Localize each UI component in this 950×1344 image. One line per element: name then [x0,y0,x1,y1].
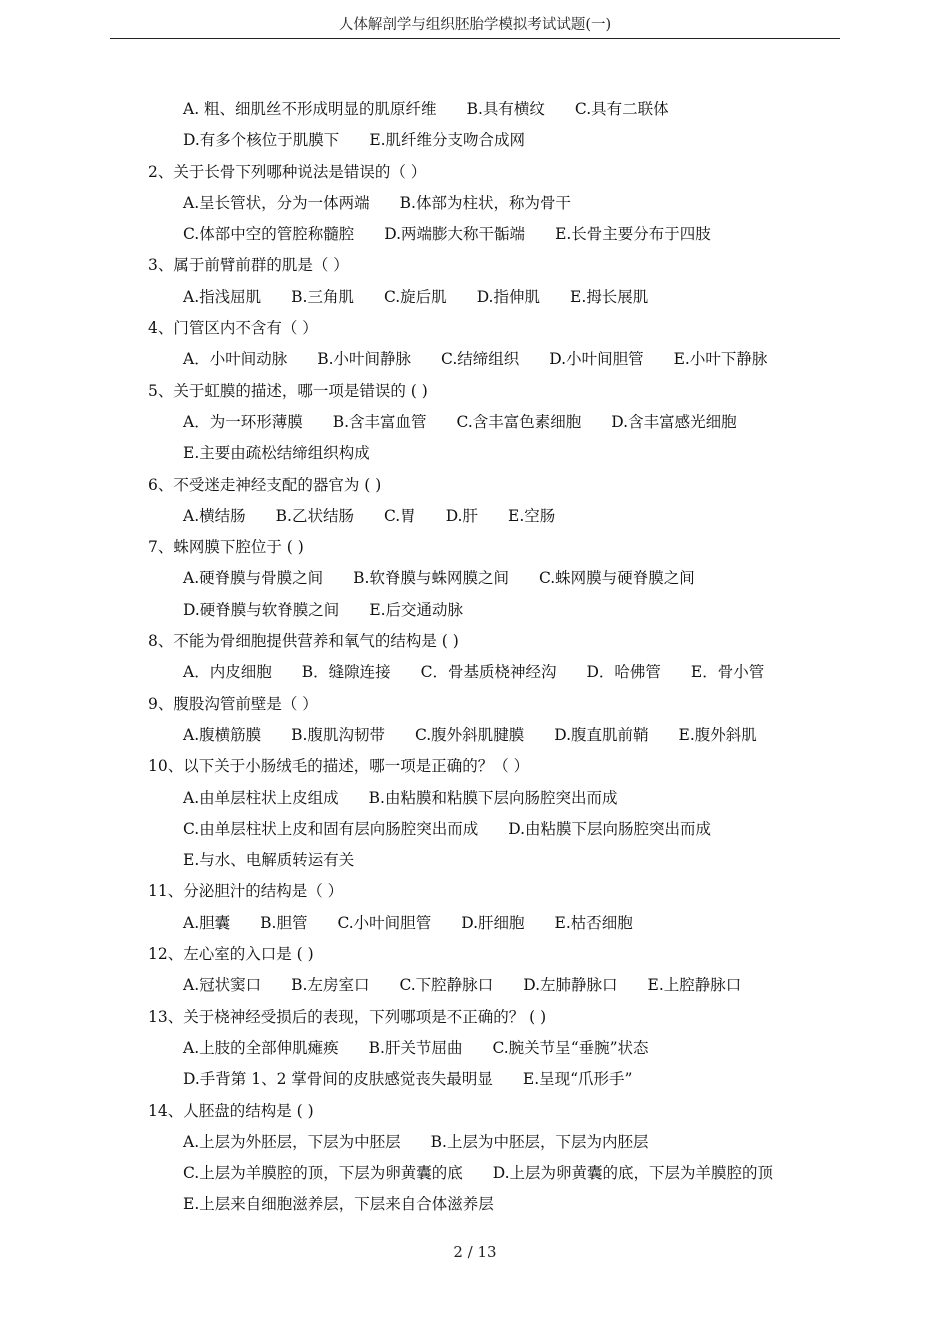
question-stem: 14、人胚盘的结构是 ( ) [148,1101,314,1120]
answer-option: B.由粘膜和粘膜下层向肠腔突出而成 [368,788,618,807]
answer-option: B.软脊膜与蛛网膜之间 [353,569,509,588]
answer-option: E.空肠 [508,506,556,525]
answer-option: D.硬脊膜与软脊膜之间 [183,600,340,619]
answer-option: C.上层为羊膜腔的顶，下层为卵黄囊的底 [183,1164,463,1183]
answer-option: C.结缔组织 [441,350,520,369]
header-rule [110,38,840,39]
answer-option: E.上层来自细胞滋养层，下层来自合体滋养层 [183,1195,494,1214]
answer-option: C.含丰富色素细胞 [456,412,582,431]
option-line [148,1158,848,1189]
answer-option: B.具有横纹 [466,100,545,118]
page-number: 2 / 13 [453,1243,497,1261]
answer-option: E.长骨主要分布于四肢 [555,225,711,244]
answer-option: D.肝 [445,506,478,525]
answer-option: C.小叶间胆管 [337,913,432,932]
answer-option: A.由单层柱状上皮组成 [183,788,339,807]
question-stem: 11、分泌胆汁的结构是（ ） [148,882,344,901]
answer-option: A.硬脊膜与骨膜之间 [183,569,324,588]
question-stem: 10、以下关于小肠绒毛的描述，哪一项是正确的？（ ） [148,757,530,776]
answer-option: C.下腔静脉口 [399,976,494,995]
answer-option: A.胆囊 [183,913,231,932]
question-list [148,94,848,1221]
question-stem: 3、属于前臂前群的肌是（ ） [148,256,349,275]
option-line [148,783,848,814]
option-line [148,1189,848,1220]
answer-option: A.横结肠 [183,506,246,525]
answer-option: A.呈长管状，分为一体两端 [183,193,370,212]
question-stem: 8、不能为骨细胞提供营养和氧气的结构是 ( ) [148,632,459,651]
question-stem: 6、不受迷走神经支配的器官为 ( ) [148,475,382,494]
option-line [148,125,848,156]
answer-option: A.冠状窦口 [183,976,262,995]
option-line [148,845,848,876]
question-stem: 7、蛛网膜下腔位于 ( ) [148,538,304,557]
answer-option: D．哈佛管 [586,663,661,682]
option-line [148,563,848,594]
answer-option: A．内皮细胞 [183,663,272,682]
answer-option: B.上层为中胚层，下层为内胚层 [430,1132,649,1151]
answer-option: E.与水、电解质转运有关 [183,851,355,870]
answer-option: C.腕关节呈“垂腕”状态 [492,1038,649,1057]
answer-option: A.指浅屈肌 [183,287,262,306]
question-stem: 9、腹股沟管前壁是（ ） [148,694,318,713]
question-stem: 2、关于长骨下列哪种说法是错误的（ ） [148,162,427,181]
option-line [148,657,848,688]
question-stem: 5、关于虹膜的描述，哪一项是错误的 ( ) [148,381,428,400]
answer-option: B.乙状结肠 [275,506,354,525]
answer-option: D.左肺静脉口 [523,976,618,995]
question-stem: 12、左心室的入口是 ( ) [148,945,314,964]
answer-option: D.有多个核位于肌膜下 [183,131,340,150]
running-header: 人体解剖学与组织胚胎学模拟考试试题(一) [338,17,612,33]
answer-option: B．缝隙连接 [301,663,391,682]
answer-option: C.由单层柱状上皮和固有层向肠腔突出而成 [183,819,479,838]
answer-option: E.呈现“爪形手” [522,1070,633,1089]
answer-option: A. 粗、细肌丝不形成明显的肌原纤维 [183,100,437,118]
answer-option: D.手背第 1、2 掌骨间的皮肤感觉丧失最明显 [183,1070,493,1089]
option-line [148,595,848,626]
option-line [148,438,848,469]
option-line [148,501,848,532]
answer-option: A．小叶间动脉 [183,350,288,369]
answer-option: A.腹横筋膜 [183,725,262,744]
answer-option: E．骨小管 [690,663,765,682]
answer-option: E.腹外斜肌 [678,725,757,744]
answer-option: C.旋后肌 [383,287,447,306]
answer-option: C．骨基质桡神经沟 [420,663,557,682]
answer-option: D.肝细胞 [461,913,525,932]
option-line [148,970,848,1001]
answer-option: A.上肢的全部伸肌瘫痪 [183,1038,339,1057]
answer-option: E.主要由疏松结缔组织构成 [183,444,370,463]
option-line [148,282,848,313]
answer-option: B.左房室口 [291,976,370,995]
answer-option: C.蛛网膜与硬脊膜之间 [538,569,695,588]
answer-option: E.枯否细胞 [554,913,633,932]
answer-option: D.指伸肌 [476,287,540,306]
answer-option: B.三角肌 [291,287,354,306]
answer-option: B.体部为柱状，称为骨干 [399,193,571,212]
answer-option: C.腹外斜肌腱膜 [414,725,525,744]
question-stem: 13、关于桡神经受损后的表现，下列哪项是不正确的？ ( ) [148,1007,547,1026]
answer-option: E.肌纤维分支吻合成网 [369,131,526,150]
answer-option: B.肝关节屈曲 [368,1038,463,1057]
answer-option: C.体部中空的管腔称髓腔 [183,225,355,244]
question-stem: 4、门管区内不含有（ ） [148,319,318,338]
answer-option: B.腹肌沟韧带 [291,725,385,744]
answer-option: D.由粘膜下层向肠腔突出而成 [508,819,712,838]
option-line [148,1127,848,1158]
answer-option: D.含丰富感光细胞 [611,412,737,431]
answer-option: B.胆管 [260,913,308,932]
answer-option: C.胃 [383,506,416,525]
answer-option: D.上层为卵黄囊的底，下层为羊膜腔的顶 [492,1164,774,1183]
answer-option: A.上层为外胚层，下层为中胚层 [183,1132,401,1151]
answer-option: C.具有二联体 [574,100,669,118]
answer-option: D.腹直肌前鞘 [554,725,649,744]
answer-option: E.拇长展肌 [570,287,649,306]
option-line [148,720,848,751]
answer-option: E.后交通动脉 [369,600,464,619]
answer-option: D.两端膨大称干骺端 [384,225,526,244]
option-line [148,1064,848,1095]
option-line [148,814,848,845]
answer-option: B.含丰富血管 [332,412,427,431]
option-line [148,344,848,375]
answer-option: E.上腔静脉口 [647,976,742,995]
answer-option: A．为一环形薄膜 [183,412,303,431]
option-line [148,908,848,939]
answer-option: D.小叶间胆管 [549,350,644,369]
answer-option: B.小叶间静脉 [317,350,412,369]
option-line [148,219,848,250]
option-line [148,1033,848,1064]
option-line [148,188,848,219]
answer-option: E.小叶下静脉 [673,350,768,369]
option-line [148,94,848,125]
option-line [148,407,848,438]
